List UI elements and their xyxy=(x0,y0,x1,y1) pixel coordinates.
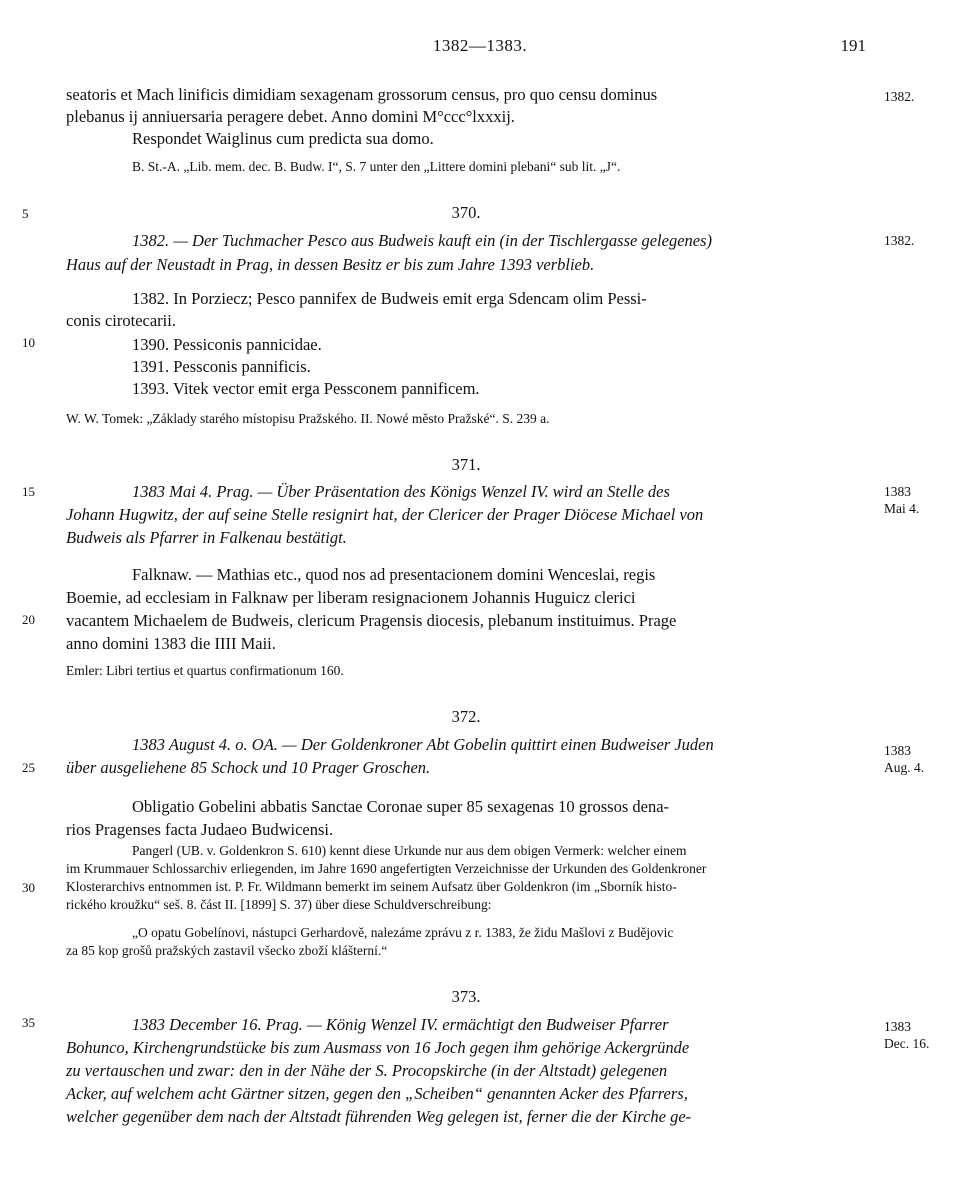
page-number: 191 xyxy=(840,36,866,55)
summary-line: Bohunco, Kirchengrundstücke bis zum Ausmass von 16 Joch gegen ihm gehörige Ackergründe xyxy=(66,1038,690,1057)
line-number: 25 xyxy=(22,760,35,775)
note-line: Pangerl (UB. v. Goldenkron S. 610) kennt diese Urkunde nur aus dem obigen Vermerk: welcher einem xyxy=(132,843,687,858)
text-line: seatoris et Mach linificis dimidiam sexagenam grossorum census, pro quo censu dominus xyxy=(66,85,658,104)
summary-line: 1383 Mai 4. Prag. — Über Präsentation des Königs Wenzel IV. wird an Stelle des xyxy=(132,482,670,501)
summary-line: 1383 December 16. Prag. — König Wenzel IV. ermächtigt den Budweiser Pfarrer xyxy=(132,1015,669,1034)
text-line: anno domini 1383 die IIII Maii. xyxy=(66,634,276,653)
text-line: rios Pragenses facta Judaeo Budwicensi. xyxy=(66,820,334,839)
text-line: Obligatio Gobelini abbatis Sanctae Coronae super 85 sexagenas 10 grossos dena- xyxy=(132,797,670,816)
summary-line: 1382. — Der Tuchmacher Pesco aus Budweis kauft ein (in der Tischlergasse gelegenes) xyxy=(132,231,713,250)
text-line: 1393. Vitek vector emit erga Pessconem pannificem. xyxy=(132,379,480,398)
summary-line: über ausgeliehene 85 Schock und 10 Prager Groschen. xyxy=(66,758,431,777)
text-line: 1390. Pessiconis pannicidae. xyxy=(132,335,322,354)
summary-line: Haus auf der Neustadt in Prag, in dessen Besitz er bis zum Jahre 1393 verblieb. xyxy=(66,255,595,274)
margin-date xyxy=(884,88,944,105)
margin-date xyxy=(884,232,944,249)
line-number: 20 xyxy=(22,612,35,627)
running-header xyxy=(0,36,960,60)
summary-line: zu vertauschen und zwar: den in der Nähe der S. Procopskirche (in der Altstadt) gelegenen xyxy=(66,1061,668,1080)
margin-date xyxy=(884,1018,944,1052)
margin-date-line: 1383 xyxy=(884,484,911,499)
text-line: 1391. Pessconis pannificis. xyxy=(132,357,311,376)
note-line: im Krummauer Schlossarchiv erliegenden, im Jahre 1690 angefertigten Verzeichnisse der Urkunden des Goldenkroner xyxy=(66,861,707,876)
margin-date xyxy=(884,742,944,776)
source-citation: W. W. Tomek: „Základy starého místopisu Pražského. II. Nowé město Pražské“. S. 239 a. xyxy=(66,411,550,426)
margin-date-line: 1383 xyxy=(884,743,911,758)
summary-line: 1383 August 4. o. OA. — Der Goldenkroner Abt Gobelin quittirt einen Budweiser Juden xyxy=(132,735,714,754)
source-citation: Emler: Libri tertius et quartus confirmationum 160. xyxy=(66,663,344,678)
line-number: 10 xyxy=(22,335,35,350)
text-line: conis cirotecarii. xyxy=(66,311,176,330)
text-line: Boemie, ad ecclesiam in Falknaw per liberam resignacionem Johannis Huguicz clerici xyxy=(66,588,636,607)
line-number: 35 xyxy=(22,1015,35,1030)
quote-line: za 85 kop grošů pražských zastavil všecko zboží klášterní.“ xyxy=(66,943,388,958)
margin-date-line: Mai 4. xyxy=(884,501,920,516)
entry-number: 370. xyxy=(451,203,481,222)
margin-date-line: Aug. 4. xyxy=(884,760,925,775)
summary-line: Budweis als Pfarrer in Falkenau bestätigt. xyxy=(66,528,347,547)
margin-date xyxy=(884,483,944,517)
text-line: Respondet Waiglinus cum predicta sua domo. xyxy=(132,129,434,148)
margin-date-line: 1382. xyxy=(884,233,915,248)
entry-number: 372. xyxy=(451,707,481,726)
margin-date-line: Dec. 16. xyxy=(884,1036,930,1051)
entry-number: 373. xyxy=(451,987,481,1006)
summary-line: welcher gegenüber dem nach der Altstadt führenden Weg gelegen ist, ferner die der Kirche ge- xyxy=(66,1107,692,1126)
summary-line: Acker, auf welchem acht Gärtner sitzen, gegen den „Scheiben“ genannten Acker des Pfarrers, xyxy=(66,1084,688,1103)
summary-line: Johann Hugwitz, der auf seine Stelle resignirt hat, der Clericer der Prager Diöcese Michael von xyxy=(66,505,704,524)
margin-date-line: 1383 xyxy=(884,1019,911,1034)
line-number: 15 xyxy=(22,484,35,499)
header-year-range: 1382—1383. xyxy=(432,36,528,55)
text-line: Falknaw. — Mathias etc., quod nos ad presentacionem domini Wenceslai, regis xyxy=(132,565,656,584)
line-number: 30 xyxy=(22,880,35,895)
note-line: Klosterarchivs entnommen ist. P. Fr. Wildmann bemerkt im seinem Aufsatz über Goldenkron (im „Sborník histo- xyxy=(66,879,677,894)
text-line: plebanus ij anniuersaria peragere debet. Anno domini M°ccc°lxxxij. xyxy=(66,107,515,126)
margin-date-line: 1382. xyxy=(884,89,915,104)
note-line: rického kroužku“ seš. 8. část II. [1899] S. 37) über diese Schuldverschreibung: xyxy=(66,897,492,912)
entry-number: 371. xyxy=(451,455,481,474)
line-number: 5 xyxy=(22,206,29,221)
quote-line: „O opatu Gobelínovi, nástupci Gerhardově, nalezáme zprávu z r. 1383, že židu Mašlovi z Budějovic xyxy=(132,925,674,940)
source-citation: B. St.-A. „Lib. mem. dec. B. Budw. I“, S. 7 unter den „Littere domini plebani“ sub lit. „J“. xyxy=(132,159,621,174)
text-line: 1382. In Porziecz; Pesco pannifex de Budweis emit erga Sdencam olim Pessi- xyxy=(132,289,647,308)
text-line: vacantem Michaelem de Budweis, clericum Pragensis diocesis, plebanum instituimus. Prage xyxy=(66,611,677,630)
